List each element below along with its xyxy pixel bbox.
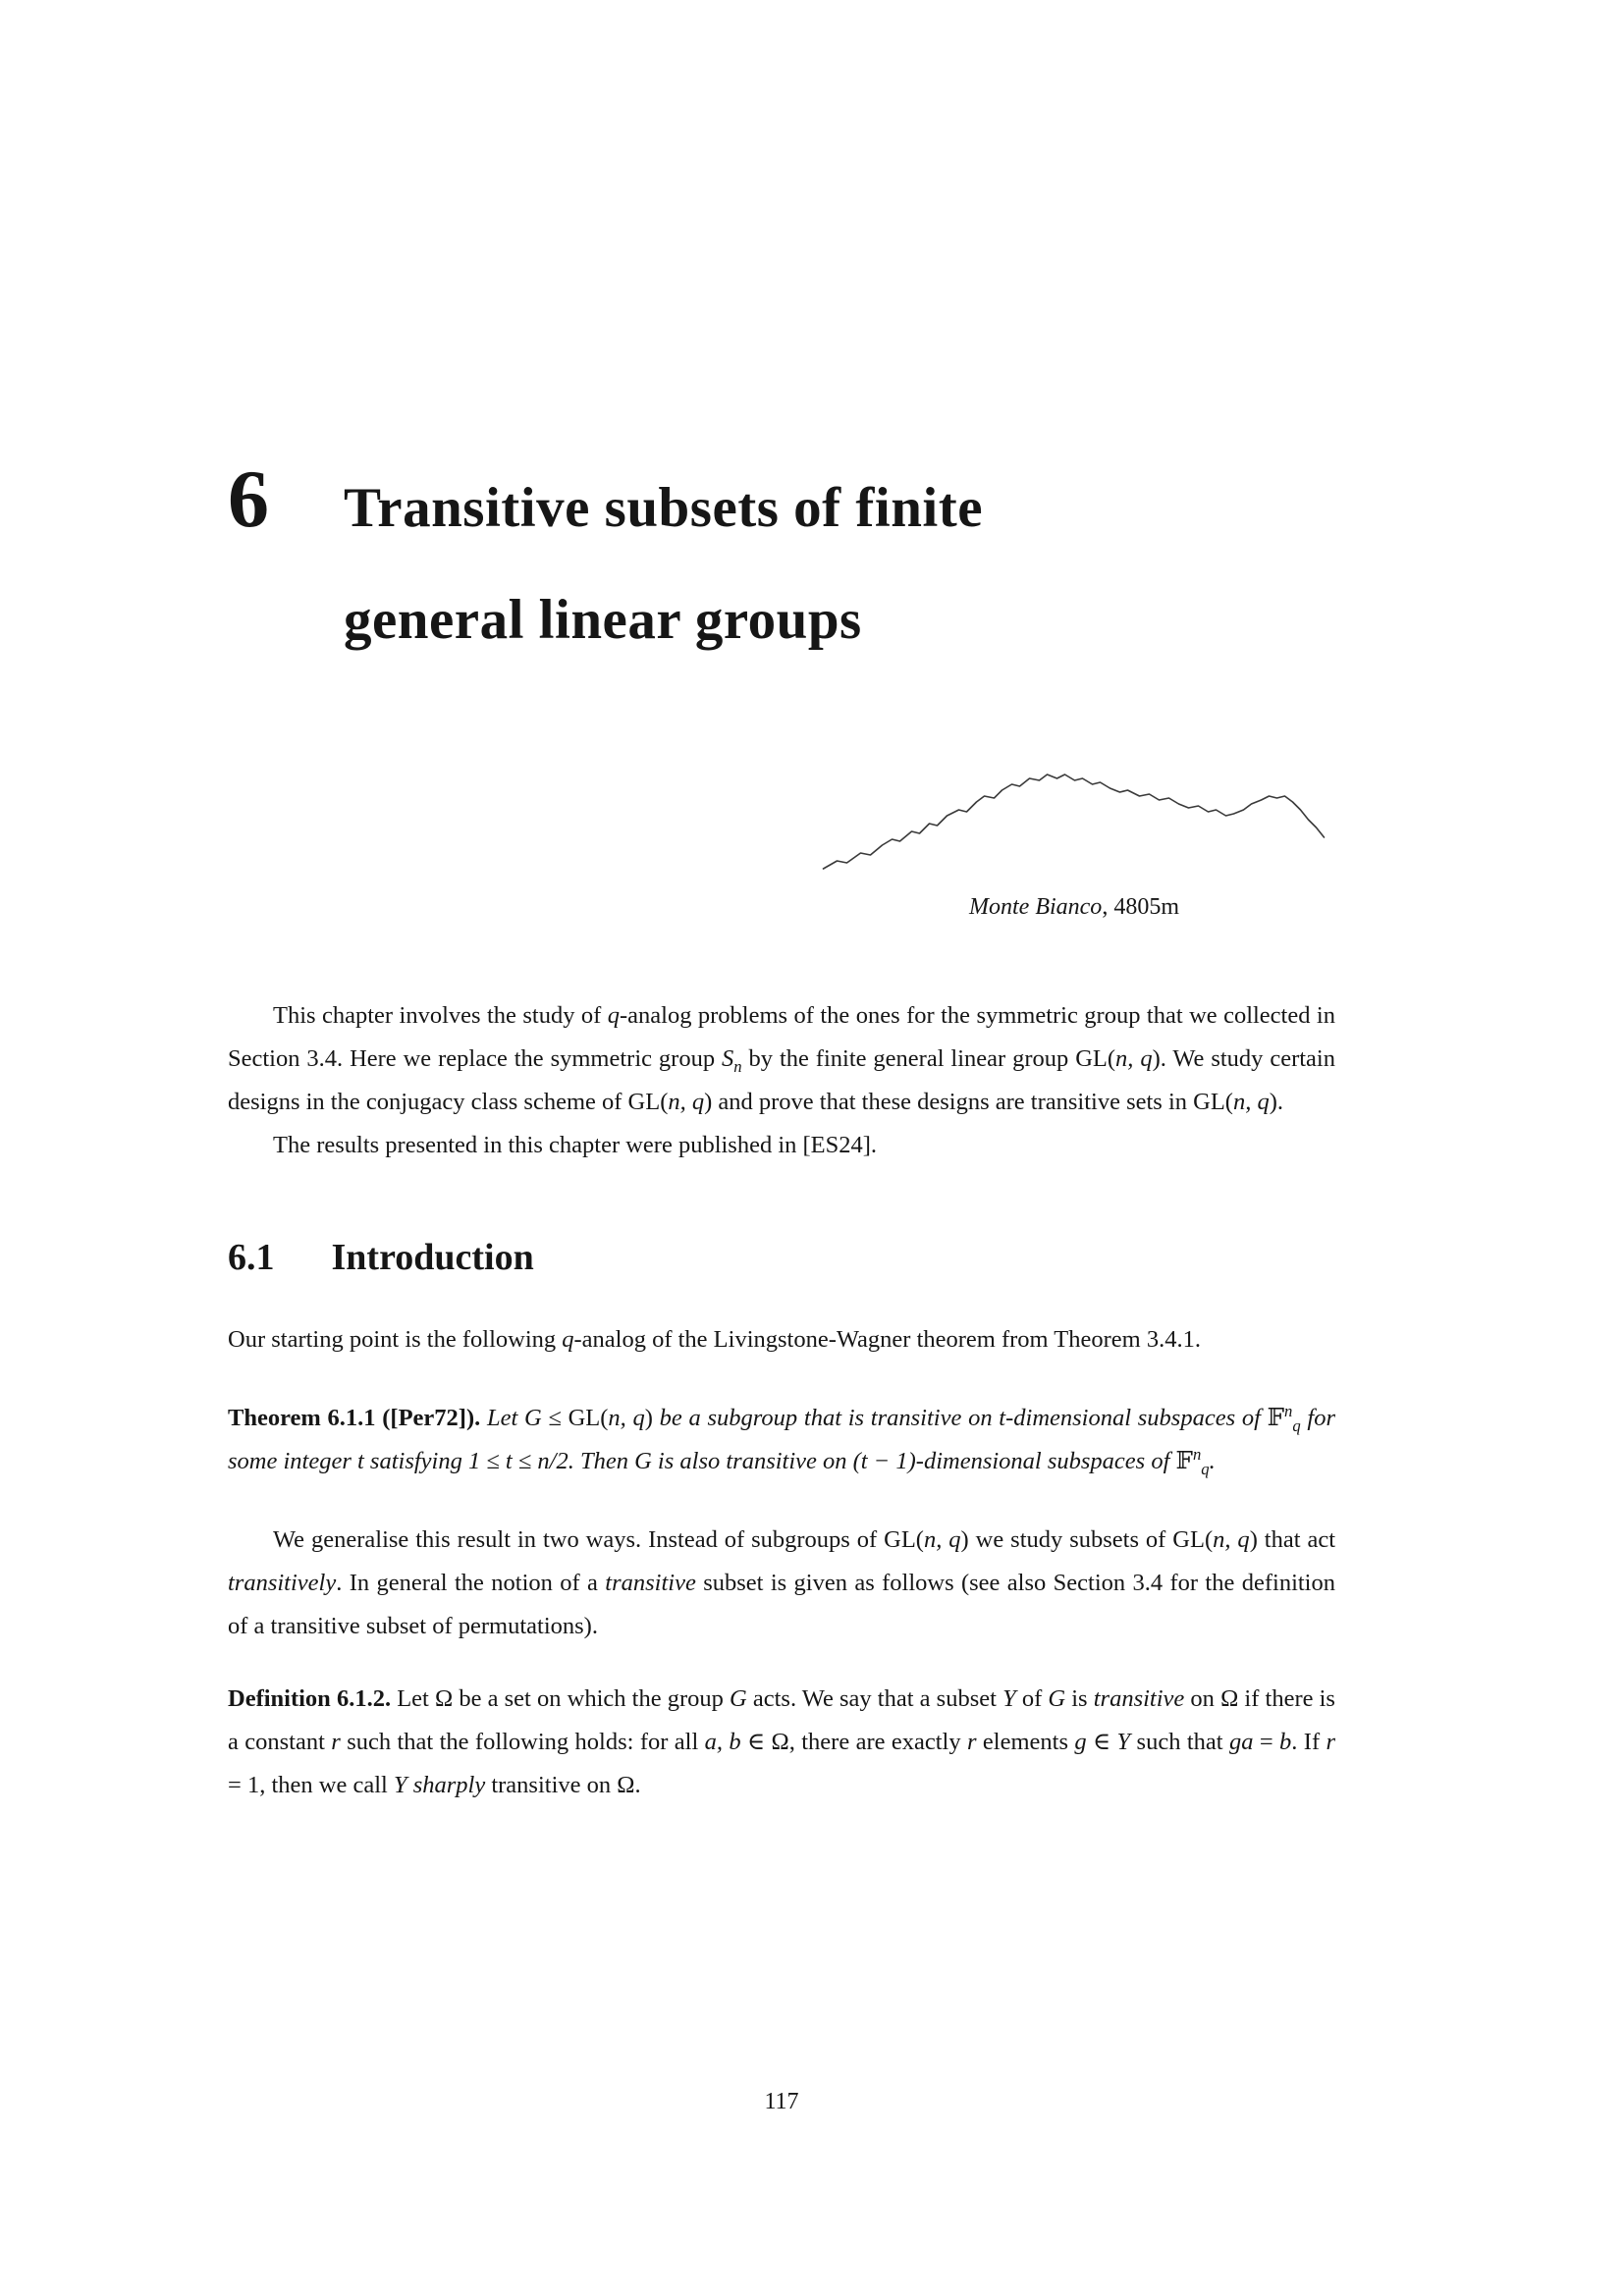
figure-caption-name: Monte Bianco [969,894,1103,920]
definition-block: Definition 6.1.2. Let Ω be a set on which the group G acts. We say that a subset Y of G is transitive on Ω if there is a constant r such that the following holds: for all a, b ∈ Ω, there are exactly r elements g ∈ Y such that ga = b. If r = 1, then we call Y sharply transitive on Ω. [228,1685,1336,1798]
paragraph-generalise: We generalise this result in two ways. Instead of subgroups of GL(n, q) we study subsets of GL(n, q) that act transitively. In general the notion of a transitive subset is given as follows (see also Section 3.4 for the definition of a transitive subset of permutations). [228,1526,1336,1639]
chapter-number: 6 [228,454,269,545]
paragraph-intro-2: The results presented in this chapter were published in [ES24]. [273,1132,878,1158]
section-heading [228,1236,1335,1279]
chapter-heading [228,444,1335,676]
section-title: Introduction [331,1237,534,1278]
text-column [228,0,1335,1807]
theorem-block: Theorem 6.1.1 ([Per72]). Let G ≤ GL(n, q) be a subgroup that is transitive on t-dimensional subspaces of 𝔽$^n_q$ for some integer t satisfying 1 ≤ t ≤ n/2. Then G is also transitive on (t − 1)-dimensional subspaces of 𝔽$^n_q$. [228,1401,1336,1478]
paragraph-starting-point: Our starting point is the following q-analog of the Livingstone-Wagner theorem from Theorem 3.4.1. [228,1326,1201,1353]
figure-caption-detail: , 4805m [1102,894,1179,920]
paragraph-intro-1: This chapter involves the study of q-analog problems of the ones for the symmetric group that we collected in Section 3.4. Here we replace the symmetric group $S_n$ by the finite general linear group GL(n, q). We study certain designs in the conjugacy class scheme of GL(n, q) and prove that these designs are transitive sets in GL(n, q). [228,1002,1335,1115]
chapter-title [344,453,983,676]
chapter-figure [228,767,1335,922]
chapter-title-line2: general linear groups [344,589,862,651]
section-number: 6.1 [228,1237,275,1278]
figure-inner [819,767,1329,922]
figure-caption [819,892,1329,922]
chapter-title-line1: Transitive subsets of finite [344,477,984,539]
page-number: 117 [764,2089,799,2114]
mountain-ridge-icon [819,767,1329,877]
